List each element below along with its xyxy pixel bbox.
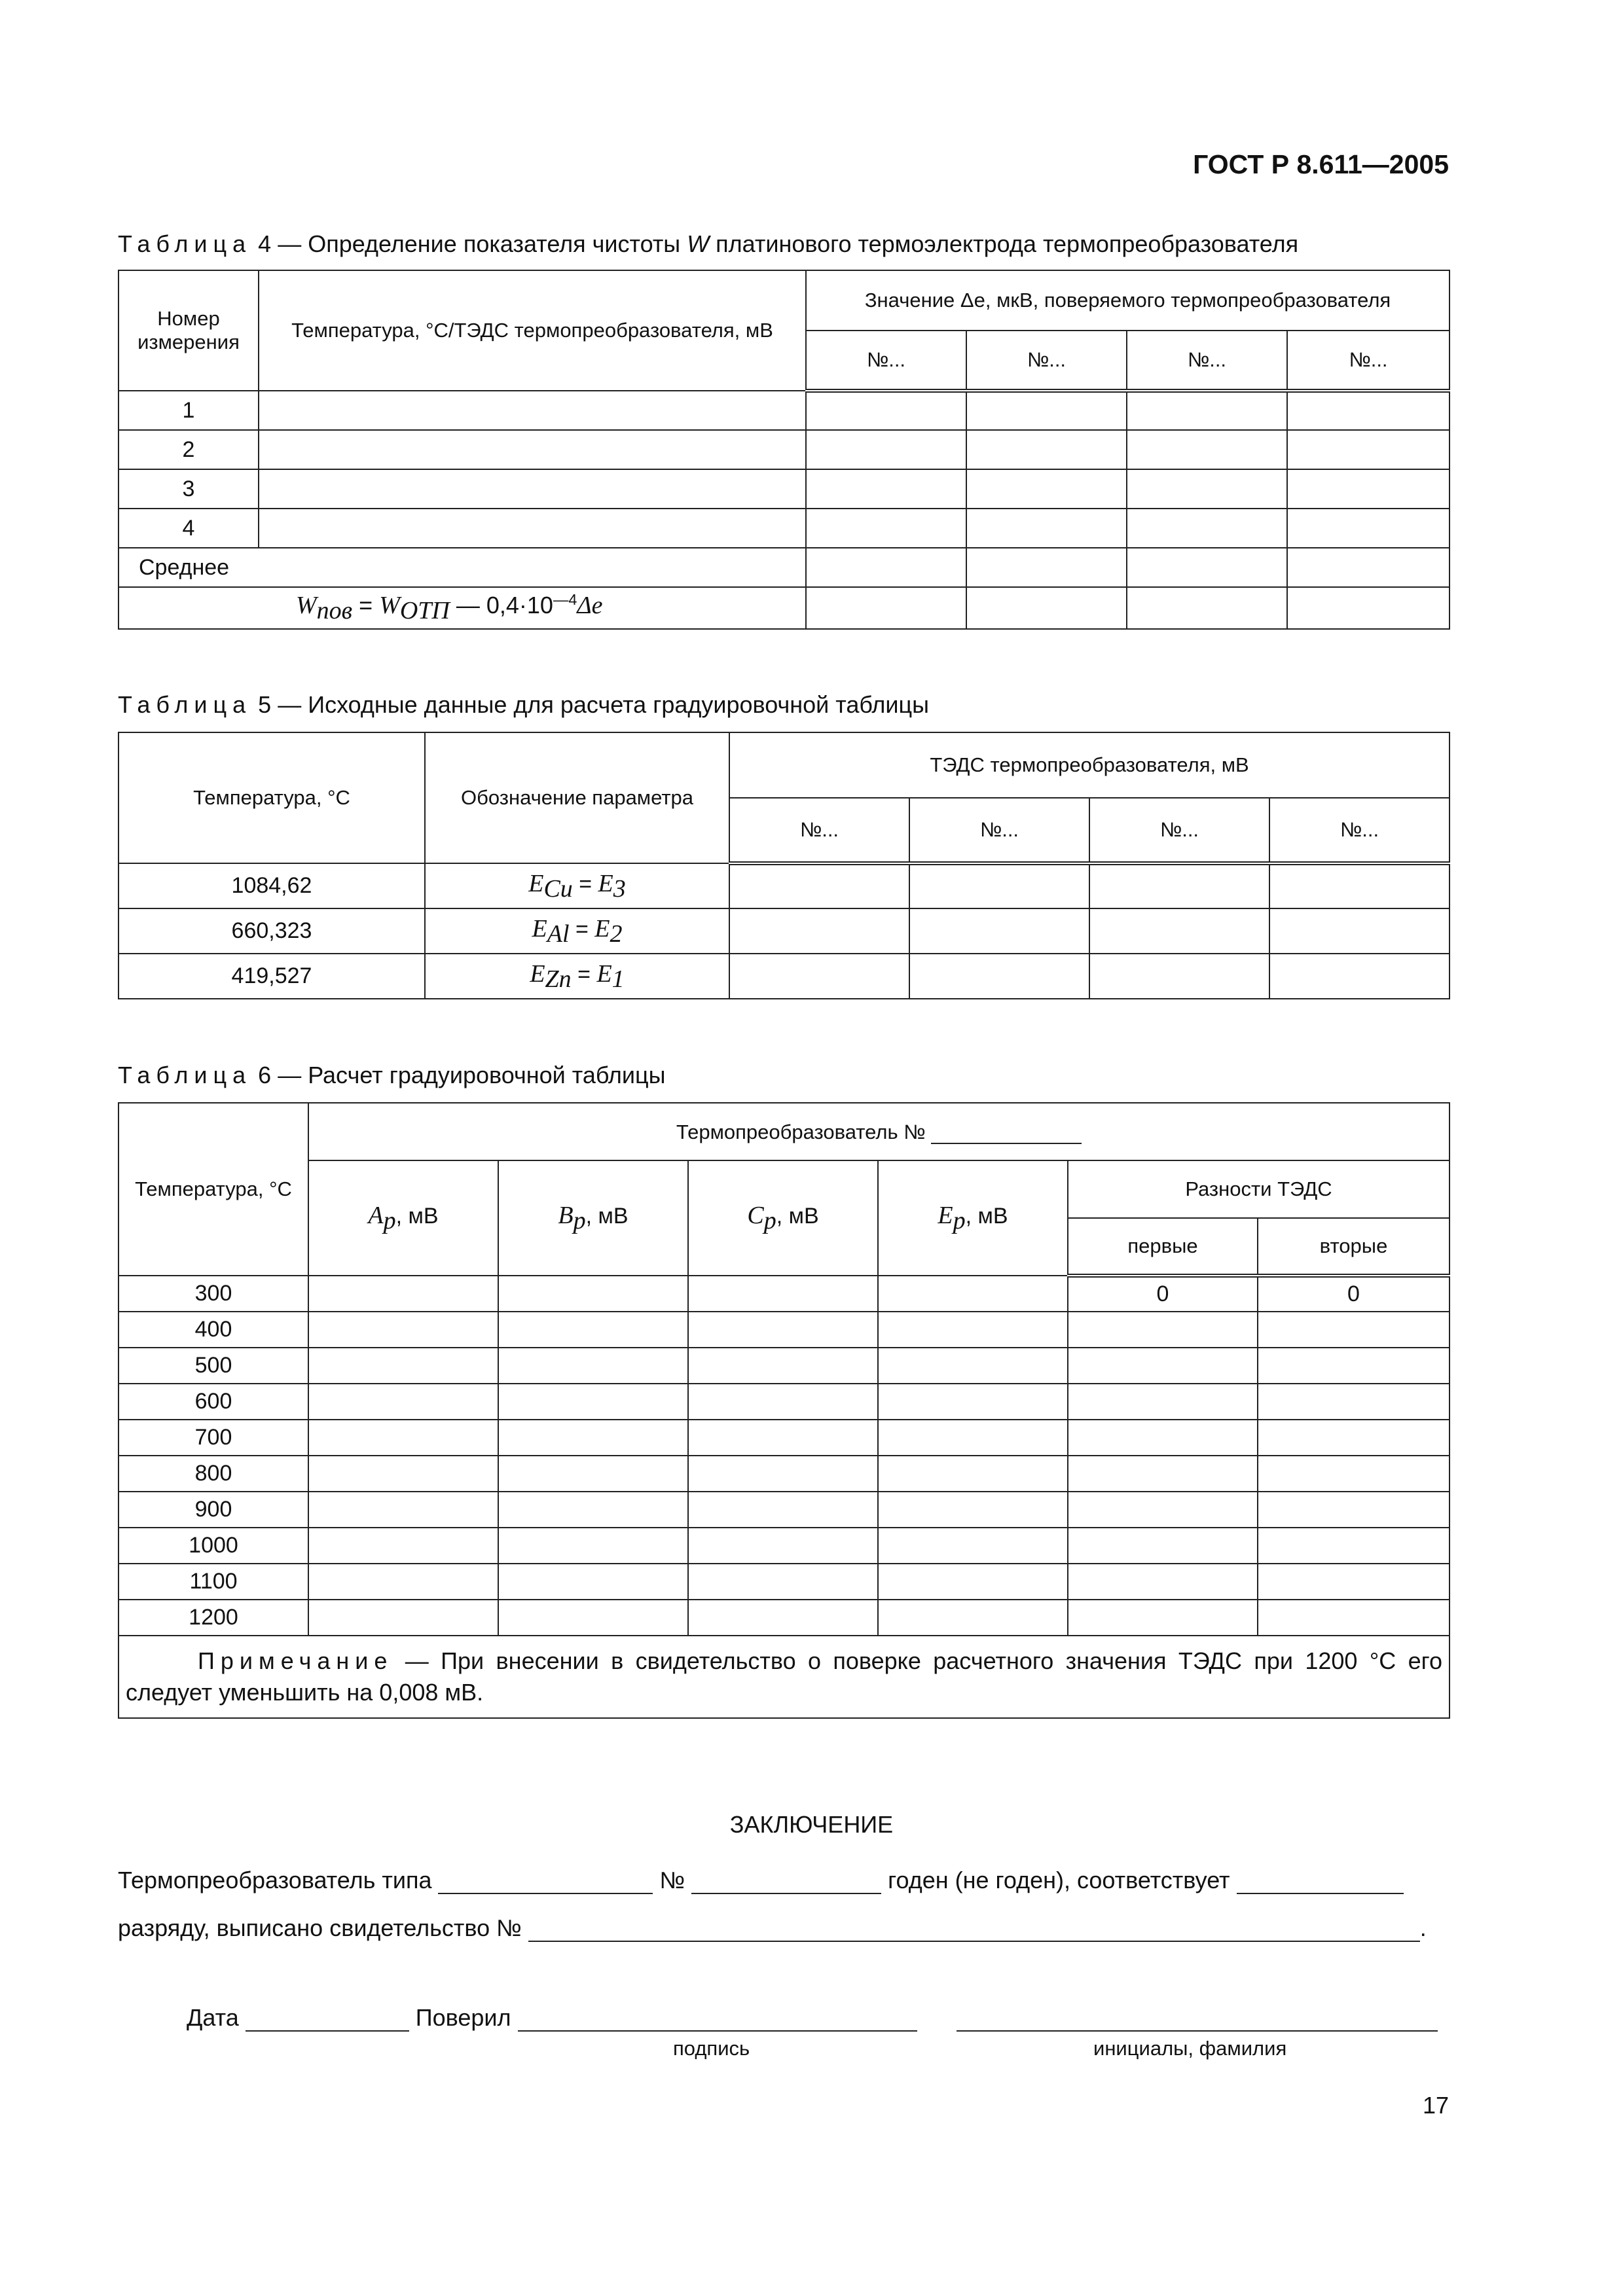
caption-var: W — [687, 230, 710, 257]
table-row — [119, 908, 1450, 954]
caption-text: 5 — Исходные данные для расчета градуировочной таблицы — [258, 691, 929, 718]
table-row: 800 — [119, 1456, 1450, 1492]
table-row: 700 — [119, 1420, 1450, 1456]
header-temperature-emf: Температура, °С/ТЭДС термопреобразователя, мВ — [259, 270, 806, 391]
caption-text: 6 — Расчет градуировочной таблицы — [258, 1062, 666, 1088]
sub-col-number: №... — [966, 331, 1127, 391]
parameter-symbol: $E_{Al} = E_2$ — [425, 908, 729, 954]
purity-formula: $W_{пов} = W_{ОТП}$ — $0,4\cdot 10^{—4}\Delta e$ — [119, 587, 806, 629]
document-id: ГОСТ Р 8.611—2005 — [1193, 149, 1449, 179]
average-label: Среднее — [119, 548, 806, 587]
table-note-row — [119, 1636, 1450, 1718]
conclusion-title: ЗАКЛЮЧЕНИЕ — [729, 1811, 894, 1838]
temperature-value: 1084,62 — [119, 863, 425, 908]
conclusion-line-2: разряду, выписано свидетельство № . — [118, 1914, 1427, 1941]
table4-caption — [118, 230, 1298, 258]
temperature-value: 660,323 — [119, 908, 425, 954]
header-col-b: $B_p$, мВ — [498, 1160, 688, 1276]
table-label: Таблица — [118, 230, 252, 257]
table-row — [119, 954, 1450, 999]
table-row: 400 — [119, 1312, 1450, 1348]
temperature-value: 419,527 — [119, 954, 425, 999]
page-number: 17 — [1422, 2092, 1449, 2119]
table-row: 900 — [119, 1492, 1450, 1528]
sub-col-number: №... — [1089, 798, 1269, 863]
header-temperature: Температура, °С — [119, 732, 425, 863]
table-row: 1200 — [119, 1600, 1450, 1636]
table-row: 500 — [119, 1348, 1450, 1384]
table6 — [118, 1102, 1450, 1719]
row-number: 3 — [119, 469, 259, 509]
table-row — [119, 391, 1450, 430]
header-second-differences: вторые — [1258, 1218, 1450, 1276]
conclusion-line-1: Термопреобразователь типа № годен (не годен), соответствует — [118, 1867, 1404, 1894]
header-col-a: $A_p$, мВ — [308, 1160, 498, 1276]
sub-col-number: №... — [909, 798, 1089, 863]
table-label: Таблица — [118, 691, 252, 718]
header-first-differences: первые — [1068, 1218, 1258, 1276]
parameter-symbol: $E_{Cu} = E_3$ — [425, 863, 729, 908]
table-row — [119, 509, 1450, 548]
sub-col-number: №... — [729, 798, 909, 863]
caption-text: 4 — Определение показателя чистоты — [258, 230, 687, 257]
table-row — [119, 863, 1450, 908]
header-parameter: Обозначение параметра — [425, 732, 729, 863]
header-emf-differences: Разности ТЭДС — [1068, 1160, 1450, 1218]
table-row: 600 — [119, 1384, 1450, 1420]
signature-line: Дата Поверил — [187, 2004, 1438, 2032]
table5 — [118, 732, 1450, 999]
table-row: 300 0 0 — [119, 1276, 1450, 1312]
table-note: Примечание — При внесении в свидетельство о поверке расчетного значения ТЭДС при 1200 °С его следует уменьшить на 0,008 мВ. — [119, 1636, 1450, 1718]
header-converter-number: Термопреобразователь № — [308, 1103, 1450, 1160]
table-row-formula — [119, 587, 1450, 629]
row-number: 1 — [119, 391, 259, 430]
header-emf: ТЭДС термопреобразователя, мВ — [729, 732, 1450, 798]
table5-caption — [118, 691, 929, 719]
table-row: 1100 — [119, 1564, 1450, 1600]
sub-col-number: №... — [1287, 331, 1450, 391]
parameter-symbol: $E_{Zn} = E_1$ — [425, 954, 729, 999]
table-label: Таблица — [118, 1062, 252, 1088]
caption-text-end: платинового термоэлектрода термопреобразователя — [709, 230, 1299, 257]
table-row — [119, 469, 1450, 509]
header-temperature: Температура, °С — [119, 1103, 308, 1276]
sub-col-number: №... — [806, 331, 966, 391]
table6-caption — [118, 1062, 665, 1089]
row-number: 2 — [119, 430, 259, 469]
table-row-average — [119, 548, 1450, 587]
sub-col-number: №... — [1269, 798, 1450, 863]
initials-caption: инициалы, фамилия — [1093, 2037, 1287, 2060]
table-row: 1000 — [119, 1528, 1450, 1564]
header-delta-value: Значение Δe, мкВ, поверяемого термопреобразователя — [806, 270, 1450, 331]
signature-caption: подпись — [673, 2037, 750, 2060]
row-number: 4 — [119, 509, 259, 548]
sub-col-number: №... — [1127, 331, 1287, 391]
table-row — [119, 430, 1450, 469]
table4 — [118, 270, 1450, 630]
header-col-e: $E_p$, мВ — [878, 1160, 1068, 1276]
header-col-c: $C_p$, мВ — [688, 1160, 878, 1276]
header-measurement-number: Номер измерения — [119, 270, 259, 391]
